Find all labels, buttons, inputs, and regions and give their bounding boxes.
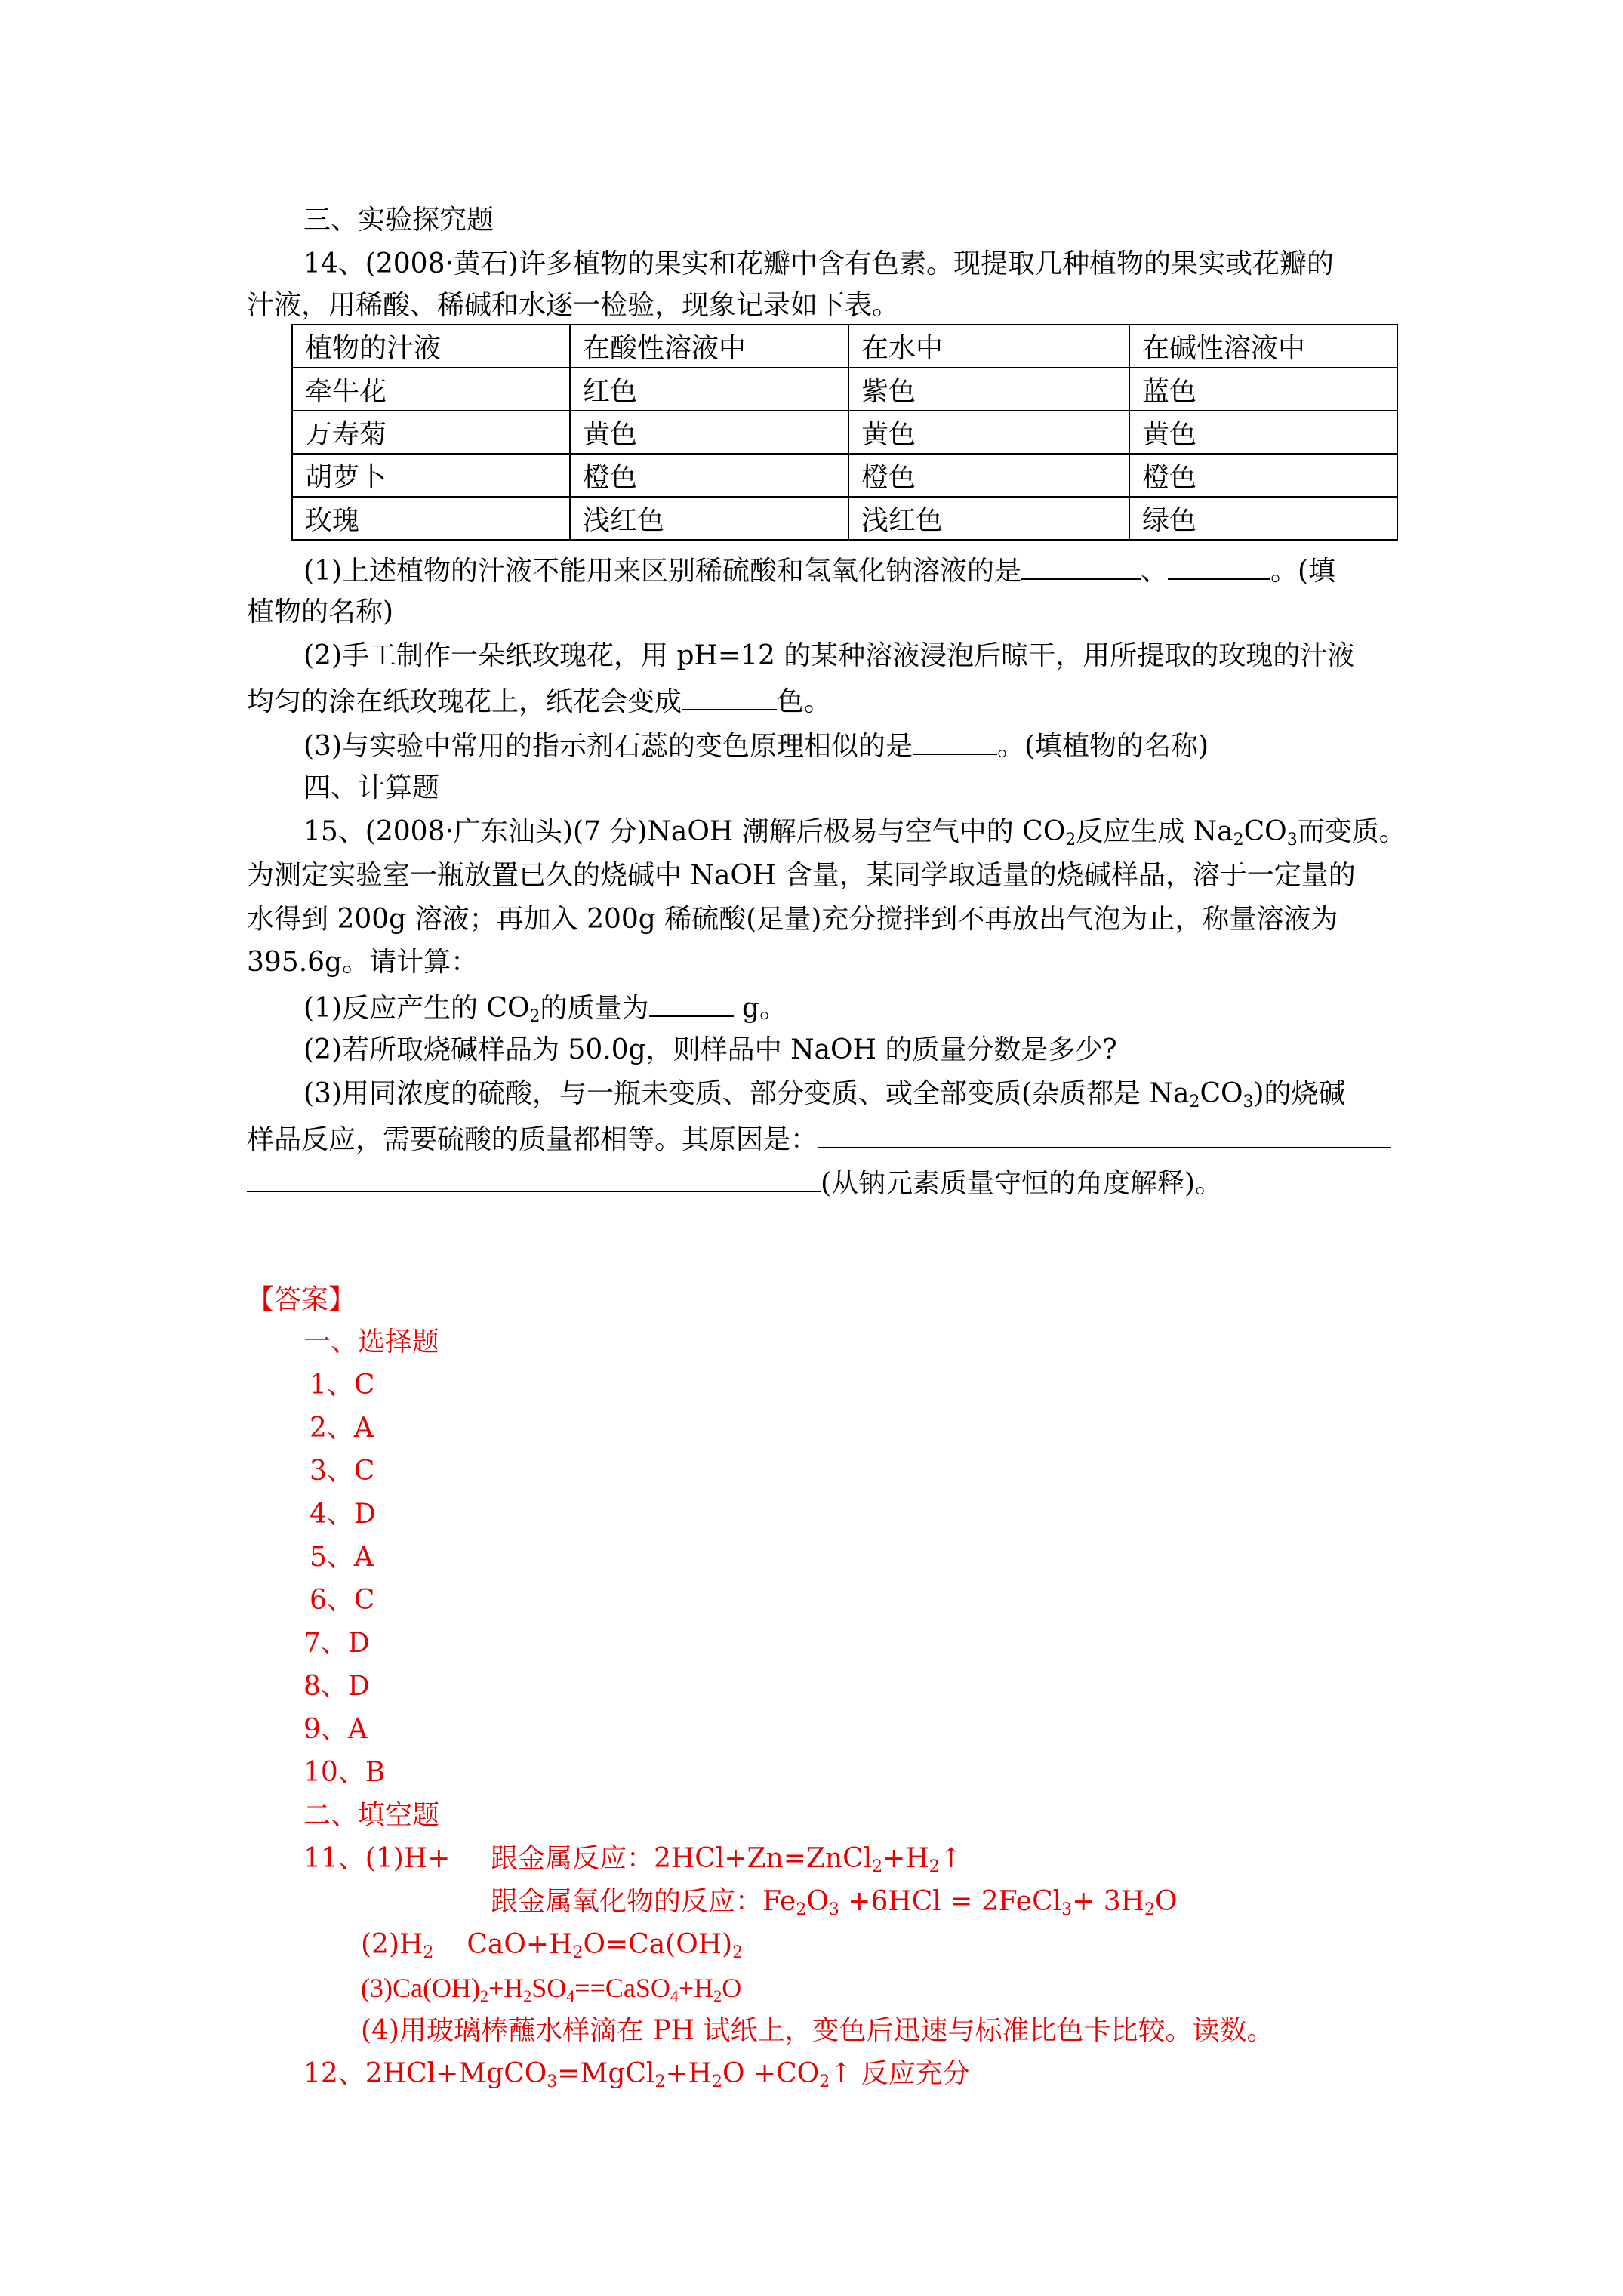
q15-part3-line3	[247, 1163, 1222, 1202]
answer-text: +H	[678, 1973, 714, 2003]
separator: 、	[1141, 556, 1169, 587]
plant-color-table	[291, 324, 1398, 541]
subscript: 2	[712, 2073, 722, 2091]
table-row	[292, 411, 1397, 454]
q15-part3-text: CO	[1200, 1078, 1243, 1109]
subscript: 3	[1243, 1093, 1254, 1111]
answer-text: 跟金属氧化物的反应：Fe	[491, 1886, 796, 1917]
q14-part1-tail: 。(填	[1270, 556, 1336, 587]
answer-item: 6、C	[310, 1585, 375, 1616]
answers-heading: 【答案】	[247, 1284, 356, 1315]
subscript: 2	[654, 2073, 666, 2091]
answer-text: +H	[882, 1843, 929, 1874]
answer-text: + 3H	[1072, 1886, 1145, 1917]
answers-section-fill: 二、填空题	[303, 1800, 440, 1831]
subscript: 2	[423, 1943, 434, 1962]
table-cell: 胡萝卜	[292, 454, 570, 497]
table-cell: 万寿菊	[292, 411, 570, 454]
answer-text: +H	[665, 2058, 712, 2089]
table-header: 在酸性溶液中	[570, 325, 848, 368]
answer-blank	[1168, 551, 1270, 580]
answer-text: 12、2HCl+MgCO	[303, 2058, 547, 2089]
q15-line4: 395.6g。请计算：	[247, 947, 479, 978]
answer-text: (2)H	[361, 1929, 423, 1960]
table-cell: 橙色	[570, 454, 848, 497]
answer-text: (3)Ca(OH)	[361, 1973, 480, 2003]
table-cell: 玫瑰	[292, 497, 570, 540]
table-row	[292, 497, 1397, 540]
table-cell: 橙色	[848, 454, 1129, 497]
subscript: 3	[1061, 1900, 1073, 1919]
answer-item: 9、A	[303, 1714, 368, 1745]
table-cell: 黄色	[570, 411, 848, 454]
answer-blank	[247, 1163, 821, 1192]
answer-item: 10、B	[303, 1757, 386, 1788]
section-title-experiment: 三、实验探究题	[303, 205, 494, 236]
answer-text: ==CaSO	[574, 1973, 670, 2003]
table-cell: 橙色	[1129, 454, 1397, 497]
q14-part1-line2: 植物的名称)	[247, 596, 394, 627]
answer-11-line1	[303, 1841, 450, 1877]
answer-12	[303, 2056, 970, 2092]
subscript: 2	[523, 1986, 532, 2005]
q14-part2-line2	[247, 682, 831, 720]
q15-part3-text: )的烧碱	[1253, 1078, 1346, 1109]
answer-text: ↑	[939, 1843, 962, 1874]
answer-text: O	[722, 1973, 742, 2003]
q15-line3: 水得到 200g 溶液；再加入 200g 稀硫酸(足量)充分搅拌到不再放出气泡为止，称量溶液为	[247, 904, 1338, 935]
q15-line1-text: 15、(2008·广东汕头)(7 分)NaOH 潮解后极易与空气中的 CO	[303, 816, 1066, 847]
table-cell: 牵牛花	[292, 368, 570, 411]
answer-11-line2	[491, 1884, 1178, 1920]
q15-part1	[303, 988, 787, 1027]
answer-item: 3、C	[310, 1456, 375, 1487]
q14-part3-text: (3)与实验中常用的指示剂石蕊的变色原理相似的是	[303, 731, 913, 762]
q14-line2: 汁液，用稀酸、稀碱和水逐一检验，现象记录如下表。	[247, 290, 900, 321]
q15-part3-line1	[303, 1076, 1346, 1112]
q14-part2-tail: 色。	[777, 686, 832, 717]
q15-part1-tail: g。	[733, 993, 787, 1024]
answer-text: 跟金属反应：2HCl+Zn=ZnCl	[491, 1843, 873, 1874]
answer-11-line5: (4)用玻璃棒蘸水样滴在 PH 试纸上，变色后迅速与标准比色卡比较。读数。	[361, 2015, 1274, 2046]
answer-11-line1b	[491, 1841, 962, 1877]
table-header-row	[292, 325, 1397, 368]
answer-item: 5、A	[310, 1542, 374, 1573]
q15-part3-line2	[247, 1120, 1391, 1158]
q14-part3-tail: 。(填植物的名称)	[997, 731, 1209, 762]
subscript: 2	[479, 1986, 488, 2005]
answer-text: =MgCl	[557, 2058, 655, 2089]
subscript: 2	[1233, 831, 1244, 849]
answer-blank	[682, 682, 777, 710]
subscript: 2	[732, 1943, 744, 1962]
answer-text: +6HCl = 2FeCl	[839, 1886, 1062, 1917]
answer-item: 8、D	[303, 1671, 370, 1702]
q14-part2-text: 均匀的涂在纸玫瑰花上，纸花会变成	[247, 686, 682, 717]
table-header: 在碱性溶液中	[1129, 325, 1397, 368]
table-cell: 黄色	[1129, 411, 1397, 454]
subscript: 2	[572, 1943, 584, 1962]
answer-text: 11、(1)H+	[303, 1843, 451, 1874]
subscript: 2	[529, 1007, 540, 1026]
subscript: 2	[1189, 1093, 1200, 1111]
answer-11-line4	[361, 1970, 741, 2006]
subscript: 2	[819, 2073, 830, 2091]
table-cell: 绿色	[1129, 497, 1397, 540]
subscript: 2	[1065, 831, 1076, 849]
answer-text: O=Ca(OH)	[583, 1929, 733, 1960]
answer-text: +H	[488, 1973, 524, 2003]
answer-text: O	[806, 1886, 829, 1917]
answer-blank	[649, 988, 734, 1017]
q15-line1-text: 反应生成 Na	[1076, 816, 1233, 847]
q14-part1	[303, 551, 1335, 590]
table-cell: 红色	[570, 368, 848, 411]
q14-part1-text: (1)上述植物的汁液不能用来区别稀硫酸和氢氧化钠溶液的是	[303, 556, 1021, 587]
subscript: 2	[796, 1900, 807, 1919]
q15-line1-text: 而变质。	[1297, 816, 1406, 847]
q14-line1: 14、(2008·黄石)许多植物的果实和花瓣中含有色素。现提取几种植物的果实或花瓣的	[303, 248, 1334, 279]
answers-section-choice: 一、选择题	[303, 1327, 440, 1358]
q15-line1	[303, 814, 1406, 850]
q15-part3-text: 样品反应，需要硫酸的质量都相等。其原因是：	[247, 1124, 818, 1155]
subscript: 3	[1286, 831, 1298, 849]
answer-11-line3	[361, 1927, 743, 1963]
q15-part1-text: 的质量为	[540, 993, 649, 1024]
subscript: 4	[566, 1986, 575, 2005]
answer-text: CaO+H	[467, 1929, 573, 1960]
table-cell: 浅红色	[570, 497, 848, 540]
table-header: 在水中	[848, 325, 1129, 368]
table-cell: 浅红色	[848, 497, 1129, 540]
answer-text: O +CO	[722, 2058, 820, 2089]
q15-line1-text: CO	[1243, 816, 1287, 847]
table-cell: 黄色	[848, 411, 1129, 454]
answer-blank	[1021, 551, 1141, 580]
q15-part3-text: (3)用同浓度的硫酸，与一瓶未变质、部分变质、或全部变质(杂质都是 Na	[303, 1078, 1190, 1109]
table-cell: 蓝色	[1129, 368, 1397, 411]
q15-part1-text: (1)反应产生的 CO	[303, 993, 530, 1024]
answer-text: SO	[531, 1973, 567, 2003]
subscript: 4	[670, 1986, 679, 2005]
answer-text: ↑ 反应充分	[830, 2058, 970, 2089]
answer-item: 4、D	[310, 1499, 376, 1530]
subscript: 2	[929, 1857, 940, 1876]
table-row	[292, 368, 1397, 411]
q15-part3-text: (从钠元素质量守恒的角度解释)。	[821, 1168, 1223, 1199]
answer-item: 1、C	[310, 1370, 375, 1401]
section-title-calculation: 四、计算题	[303, 772, 440, 803]
answer-blank	[818, 1120, 1391, 1148]
q15-line2: 为测定实验室一瓶放置已久的烧碱中 NaOH 含量，某同学取适量的烧碱样品，溶于一定量的	[247, 860, 1356, 891]
subscript: 2	[872, 1857, 883, 1876]
answer-text: O	[1155, 1886, 1178, 1917]
q14-part2-line1: (2)手工制作一朵纸玫瑰花，用 pH=12 的某种溶液浸泡后晾干，用所提取的玫瑰的汁液	[303, 640, 1355, 671]
answer-item: 7、D	[303, 1628, 370, 1659]
answer-item: 2、A	[310, 1413, 374, 1444]
table-row	[292, 454, 1397, 497]
q15-part2: (2)若所取烧碱样品为 50.0g，则样品中 NaOH 的质量分数是多少?	[303, 1034, 1117, 1065]
q14-part3	[303, 726, 1209, 765]
table-cell: 紫色	[848, 368, 1129, 411]
answer-blank	[913, 726, 997, 755]
subscript: 3	[547, 2073, 558, 2091]
subscript: 3	[828, 1900, 839, 1919]
subscript: 2	[713, 1986, 722, 2005]
subscript: 2	[1144, 1900, 1156, 1919]
table-header: 植物的汁液	[292, 325, 570, 368]
